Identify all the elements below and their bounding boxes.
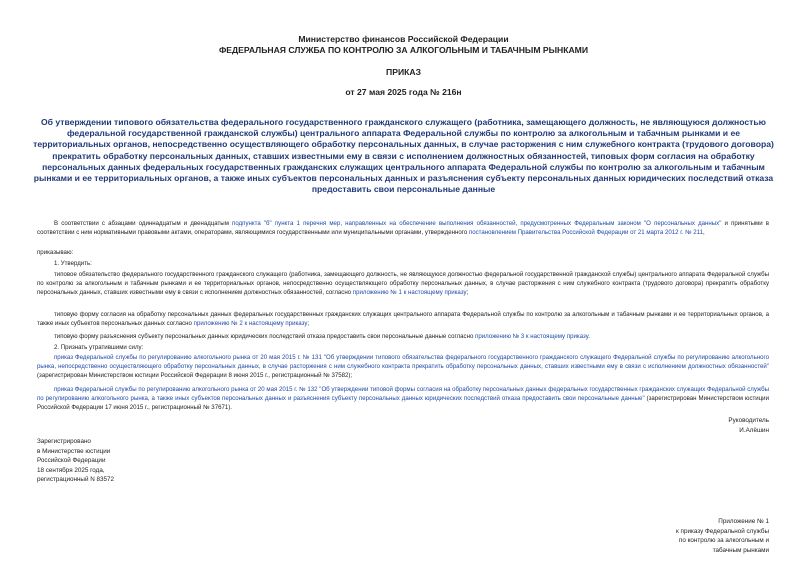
preamble-link-resolution[interactable]: постановлением Правительства Российской Федерации от 21 марта 2012 г. № 211: [468, 228, 704, 236]
appendix-2-link[interactable]: приложению № 2 к настоящему приказу: [193, 319, 308, 327]
appendix-1-link[interactable]: приложению № 1 к настоящему приказу: [352, 288, 467, 296]
item-1-explanation-form: [37, 333, 769, 342]
consent-form-text: типовую форму согласия на обработку персональных данных федеральных государственных гражданских служащих центрального аппарата Федеральной службы по контролю за алкогольным и табачным рынками и ее территориальных органов, а также иных субъектов персональных данных согласно: [37, 311, 769, 327]
item-1-consent-form: [37, 311, 769, 329]
explanation-form-text: типовую форму разъяснения субъекту персональных данных юридических последствий отказа предоставить свои персональные данные согласно: [54, 333, 476, 340]
document-title: Об утверждении типового обязательства федерального государственного гражданского служащего (работника, замещающего должность, не являющуюся должностью федеральной государственной гражданской службы) центрального аппарата Федеральной службы по контролю за алкогольным и табачным рынками и ее территориальных органов, непосредственно осуществляющего обработку персональных данных, в случае расторжения с ним служебного контракта (трудового договора) прекратить обработку персональных данных, ставших известными ему в связи с исполнением должностных обязанностей, типовых форм согласия на обработку персональных данных федеральных государственных гражданских служащих центрального аппарата Федеральной службы по контролю за алкогольным и табачным рынками и ее территориальных органов, а также иных субъектов персональных данных и разъяснения субъекту персональных данных юридических последствий отказа предоставить свои персональные данные: [33, 117, 774, 195]
appendix-header: [676, 517, 769, 555]
order-132-link[interactable]: приказ Федеральной службы по регулированию алкогольного рынка от 20 мая 2015 г. № 132 "Об утверждении типовой формы согласия на обработку персональных данных федеральных государственных гражданских служащих Федеральной службы по регулированию алкогольного рынка, а также иных субъектов персональных данных и разъяснения субъекту персональных данных юридических последствий отказа предоставить свои персональные данные": [37, 386, 769, 402]
item-1-obligation: [37, 271, 769, 298]
item-1-heading: 1. Утвердить:: [54, 260, 92, 267]
registration-line-2: в Министерстве юстиции: [37, 447, 111, 455]
appendix-line-2: к приказу Федеральной службы: [676, 527, 769, 535]
repealed-order-131: [37, 354, 769, 381]
service-name: ФЕДЕРАЛЬНАЯ СЛУЖБА ПО КОНТРОЛЮ ЗА АЛКОГОЛЬНЫМ И ТАБАЧНЫМ РЫНКАМИ: [218, 45, 589, 55]
registration-line-4: 18 сентября 2025 года,: [37, 466, 105, 474]
consent-form-end: ;: [307, 319, 310, 327]
registration-block: [37, 437, 114, 485]
order-word: приказываю:: [37, 249, 74, 256]
preamble-text-b: и принятыми в соответствии с ним нормативными правовыми актами, операторами, являющимися государственными или муниципальными органами, утвержденного: [37, 220, 770, 236]
preamble-paragraph: [37, 220, 769, 238]
signature-role: Руководитель: [728, 417, 769, 424]
registration-line-5: регистрационный N 83572: [37, 476, 115, 483]
explanation-form-end: .: [588, 333, 590, 340]
item-2-heading: 2. Признать утратившими силу:: [54, 344, 144, 351]
appendix-3-link[interactable]: приложению № 3 к настоящему приказу: [475, 333, 589, 340]
signature-block: [728, 416, 769, 435]
obligation-end: ;: [466, 288, 469, 296]
registration-line-3: Российской Федерации: [37, 457, 106, 464]
obligation-text: типовое обязательство федерального государственного гражданского служащего (работника, замещающего должность, не являющуюся должностью федеральной государственной гражданской службы) центрального аппарата Федеральной службы по контролю за алкогольным и табачным рынками и ее территориальных органов, непосредственно осуществляющего обработку персональных данных, в случае расторжения с ним служебного контракта (трудового договора) прекратить обработку персональных данных, ставших известными ему в связи с исполнением должностных обязанностей, согласно: [37, 271, 769, 296]
order-131-registration: (зарегистрирован Министерством юстиции Российской Федерации 8 июня 2015 г., регистрационный № 37582);: [37, 371, 353, 379]
preamble-text-c: ,: [703, 228, 705, 236]
preamble-text-a: В соответствии с абзацами одиннадцатым и двенадцатым: [54, 220, 233, 227]
document-type: ПРИКАЗ: [386, 67, 421, 77]
appendix-line-4: табачным рынками: [712, 546, 769, 554]
registration-line-1: Зарегистрировано: [37, 438, 91, 445]
repealed-order-132: [37, 386, 769, 413]
appendix-line-3: по контролю за алкогольным и: [678, 537, 769, 545]
order-131-link[interactable]: приказ Федеральной службы по регулированию алкогольного рынка от 20 мая 2015 г. № 131 "Об утверждении типового обязательства федерального государственного гражданского служащего Федеральной службы по регулированию алкогольного рынка, непосредственно осуществляющего обработку персональных данных, в случае расторжения с ним служебного контракта прекратить обработку персональных данных, ставших известными ему в связи с исполнением должностных обязанностей": [37, 354, 769, 370]
signature-name: И.Алёшин: [739, 426, 769, 434]
ministry-name: Министерство финансов Российской Федерации: [298, 34, 509, 44]
appendix-line-1: Приложение № 1: [718, 518, 769, 525]
document-date-number: от 27 мая 2025 года № 216н: [345, 87, 462, 97]
preamble-link-measures[interactable]: подпункта "б" пункта 1 перечня мер, направленных на обеспечение выполнения обязанностей, предусмотренных Федеральным законом "О персональных данных": [232, 220, 722, 227]
order-132-registration: (зарегистрирован Министерством юстиции Российской Федерации 17 июня 2015 г., регистрационный № 37671).: [37, 394, 769, 411]
